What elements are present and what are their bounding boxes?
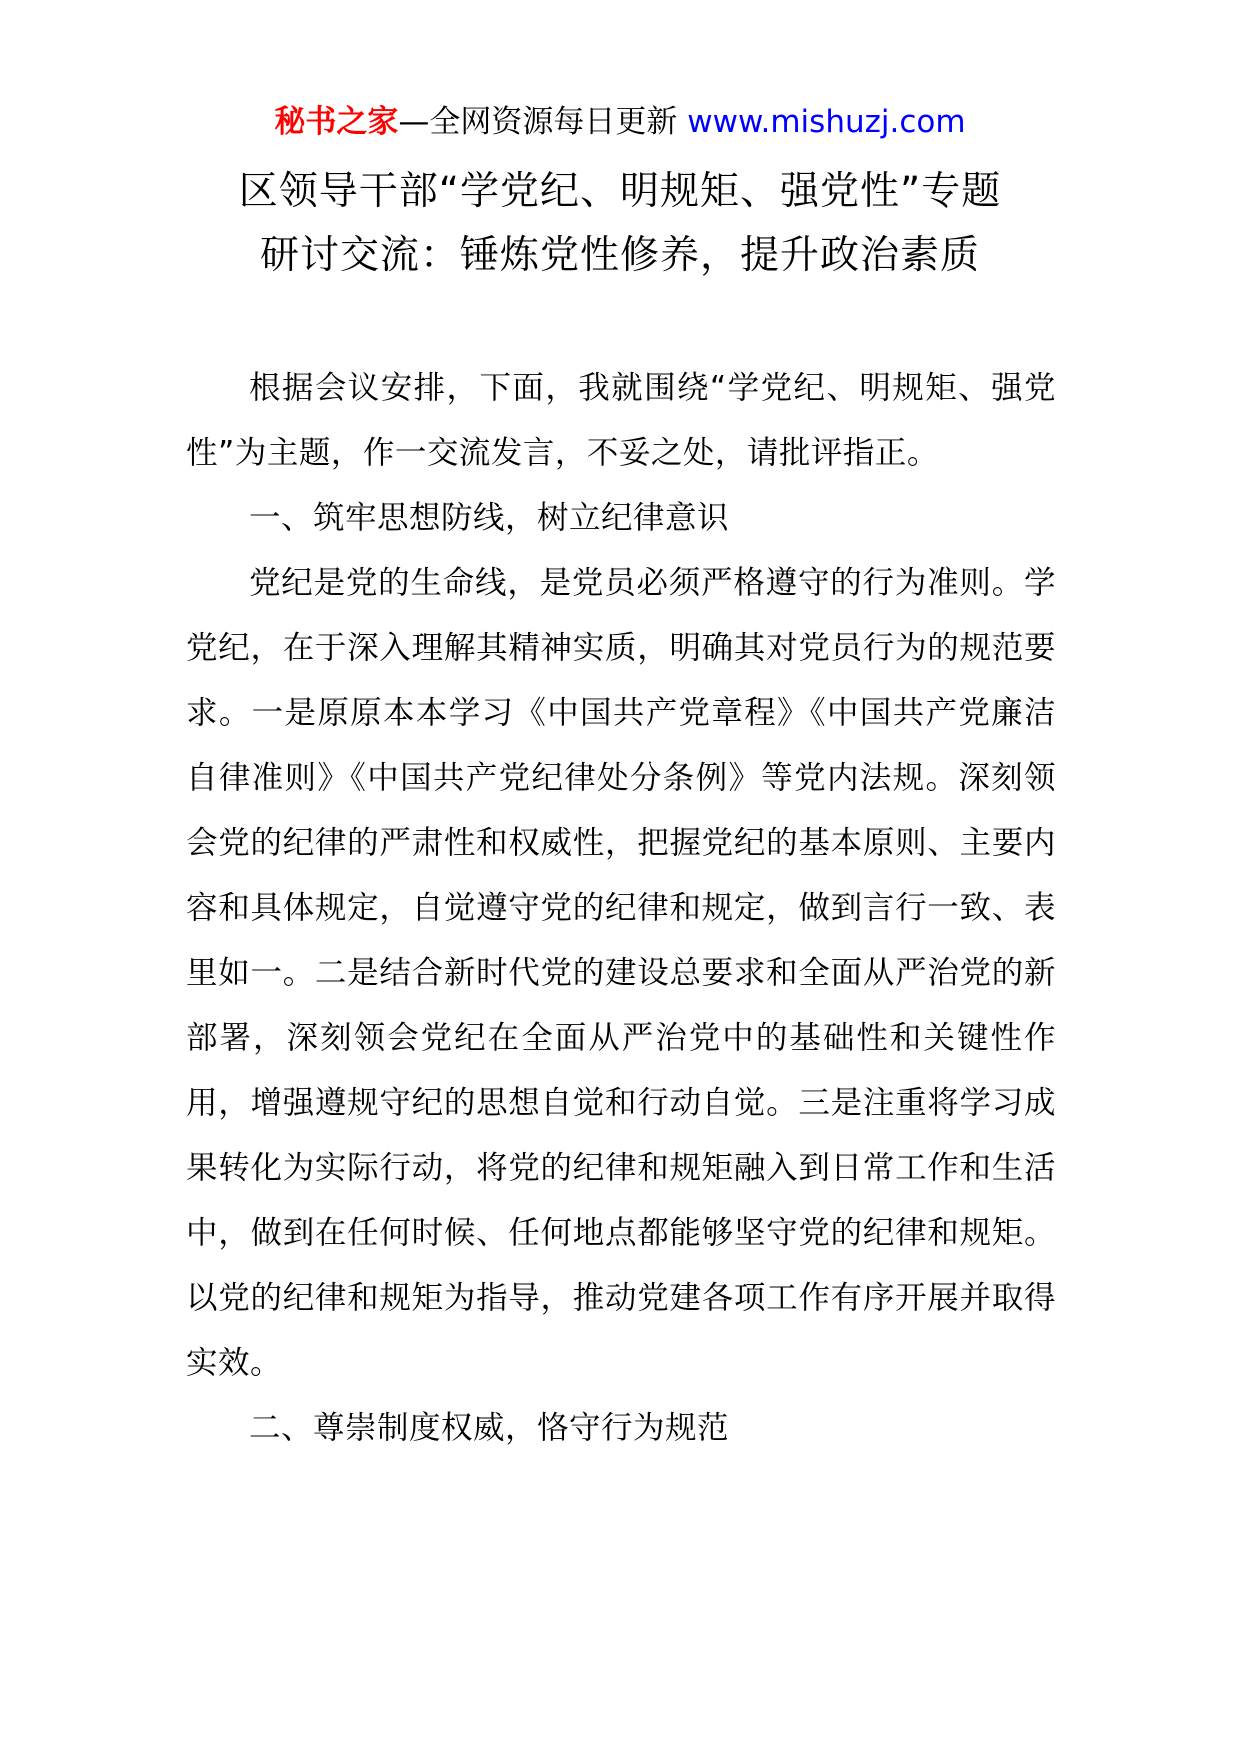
section-1-heading: 一、筑牢思想防线，树立纪律意识 xyxy=(249,500,730,536)
site-header xyxy=(0,100,1240,144)
site-slogan: —全网资源每日更新 xyxy=(398,104,688,140)
title-line-2: 研讨交流：锤炼党性修养，提升政治素质 xyxy=(259,233,980,278)
title-line-1: 区领导干部“学党纪、明规矩、强党性”专题 xyxy=(238,169,1002,214)
site-url-link[interactable]: www.mishuzj.com xyxy=(687,104,966,140)
document-title xyxy=(160,160,1080,288)
section-1-paragraph: 党纪是党的生命线，是党员必须严格遵守的行为准则。学党纪，在于深入理解其精神实质，明确其对党员行为的规范要求。一是原原本本学习《中国共产党章程》《中国共产党廉洁自律准则》《中国共产党纪律处分条例》等党内法规。深刻领会党的纪律的严肃性和权威性，把握党纪的基本原则、主要内容和具体规定，自觉遵守党的纪律和规定，做到言行一致、表里如一。二是结合新时代党的建设总要求和全面从严治党的新部署，深刻领会党纪在全面从严治党中的基础性和关键性作用，增强遵规守纪的思想自觉和行动自觉。三是注重将学习成果转化为实际行动，将党的纪律和规矩融入到日常工作和生活中，做到在任何时候、任何地点都能够坚守党的纪律和规矩。以党的纪律和规矩为指导，推动党建各项工作有序开展并取得实效。 xyxy=(186,565,1056,1381)
site-brand: 秘书之家 xyxy=(274,104,399,140)
document-body xyxy=(186,356,1056,1461)
intro-paragraph: 根据会议安排，下面，我就围绕“学党纪、明规矩、强党性”为主题，作一交流发言，不妥之处，请批评指正。 xyxy=(186,370,1056,471)
section-2-heading: 二、尊崇制度权威，恪守行为规范 xyxy=(249,1410,730,1446)
